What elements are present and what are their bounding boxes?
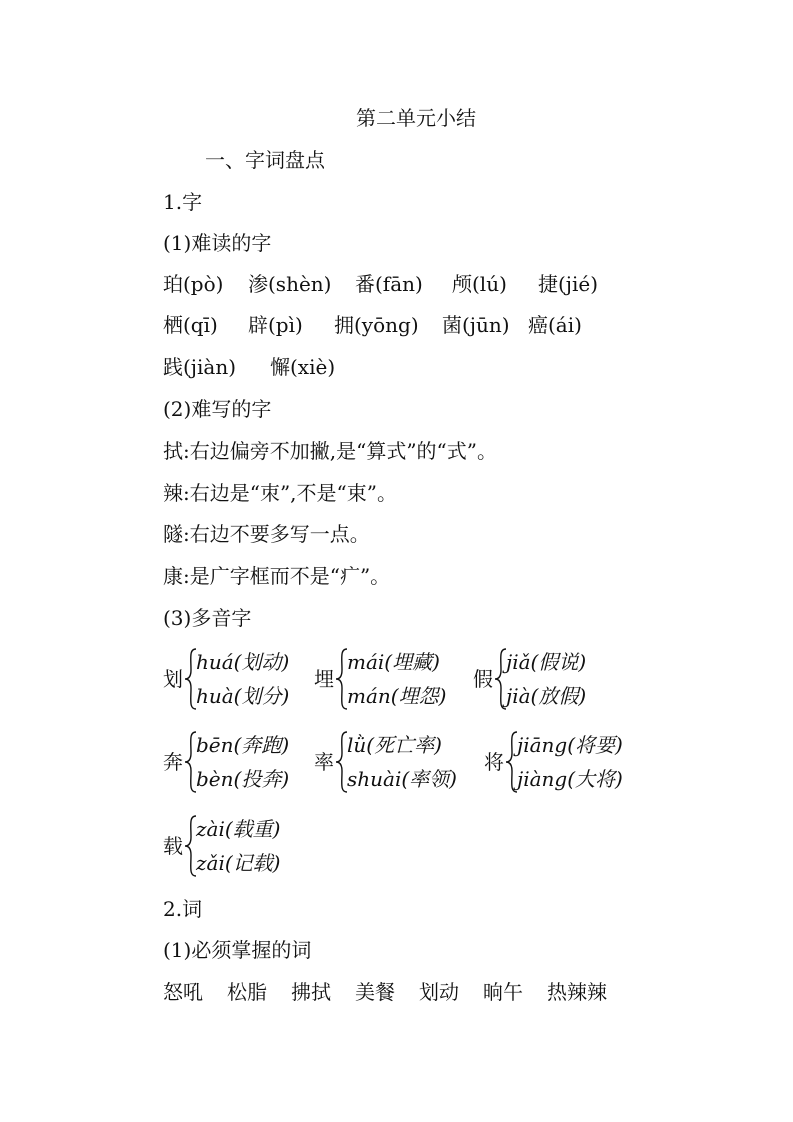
polyphone-char: 率 [314,750,334,774]
polyphone-reading: jiàng(大将) [517,767,623,791]
hard-read-row-3 [163,355,335,379]
word-item: 拂拭 [291,980,331,1004]
polyphone-reading: shuài(率领) [347,767,457,791]
polyphone-heading: (3)多音字 [163,606,252,630]
hard-read-item: 辟(pì) [248,313,303,337]
hard-read-item: 珀(pò) [163,272,224,296]
hard-read-item: 番(fān) [355,272,423,296]
hard-read-heading: (1)难读的字 [163,231,272,255]
hard-read-item: 颅(lú) [452,272,507,296]
must-words-heading: (1)必须掌握的词 [163,938,312,962]
polyphone-reading: mái(埋藏) [347,650,440,674]
hard-read-item: 栖(qī) [163,313,218,337]
hard-write-line: 隧:右边不要多写一点。 [163,522,370,546]
hard-read-item: 渗(shèn) [248,272,332,296]
page-title: 第二单元小结 [356,106,476,130]
polyphone-reading: lǜ(死亡率) [347,733,442,757]
hard-read-item: 菌(jūn) [442,313,510,337]
polyphone-reading: jiāng(将要) [517,733,623,757]
polyphone-char: 埋 [314,667,334,691]
polyphone-reading: huà(划分) [196,684,290,708]
polyphone-reading: jiǎ(假说) [506,650,587,674]
hard-read-row-2 [163,313,582,337]
hard-read-item: 懈(xiè) [270,355,336,379]
must-words-row [163,980,607,1004]
hard-write-heading: (2)难写的字 [163,397,272,421]
word-item: 划动 [419,980,459,1004]
sub-heading-word: 2.词 [163,897,203,921]
hard-read-row-1 [163,272,598,296]
hard-read-item: 癌(ái) [528,313,582,337]
word-item: 晌午 [483,980,523,1004]
polyphone-char: 将 [484,750,504,774]
polyphone-reading: bēn(奔跑) [196,733,290,757]
polyphone-char: 载 [163,834,183,858]
word-item: 怒吼 [163,980,203,1004]
hard-write-line: 康:是广字框而不是“疒”。 [163,564,391,588]
polyphone-char: 奔 [163,750,183,774]
section-heading: 一、字词盘点 [205,148,325,172]
polyphone-reading: mán(埋怨) [347,684,447,708]
polyphone-reading: bèn(投奔) [196,767,290,791]
word-item: 热辣辣 [547,980,607,1004]
hard-read-item: 拥(yōng) [334,313,419,337]
polyphone-char: 划 [163,667,183,691]
polyphone-reading: jià(放假) [506,684,587,708]
sub-heading-char: 1.字 [163,190,203,214]
polyphone-reading: huá(划动) [196,650,290,674]
hard-read-item: 捷(jié) [538,272,599,296]
polyphone-reading: zǎi(记载) [196,851,281,875]
hard-write-line: 拭:右边偏旁不加撇,是“算式”的“式”。 [163,439,497,463]
hard-write-line: 辣:右边是“朿”,不是“束”。 [163,481,397,505]
word-item: 美餐 [355,980,395,1004]
hard-read-item: 践(jiàn) [163,355,237,379]
polyphone-reading: zài(载重) [196,817,281,841]
polyphone-char: 假 [473,667,493,691]
word-item: 松脂 [227,980,267,1004]
